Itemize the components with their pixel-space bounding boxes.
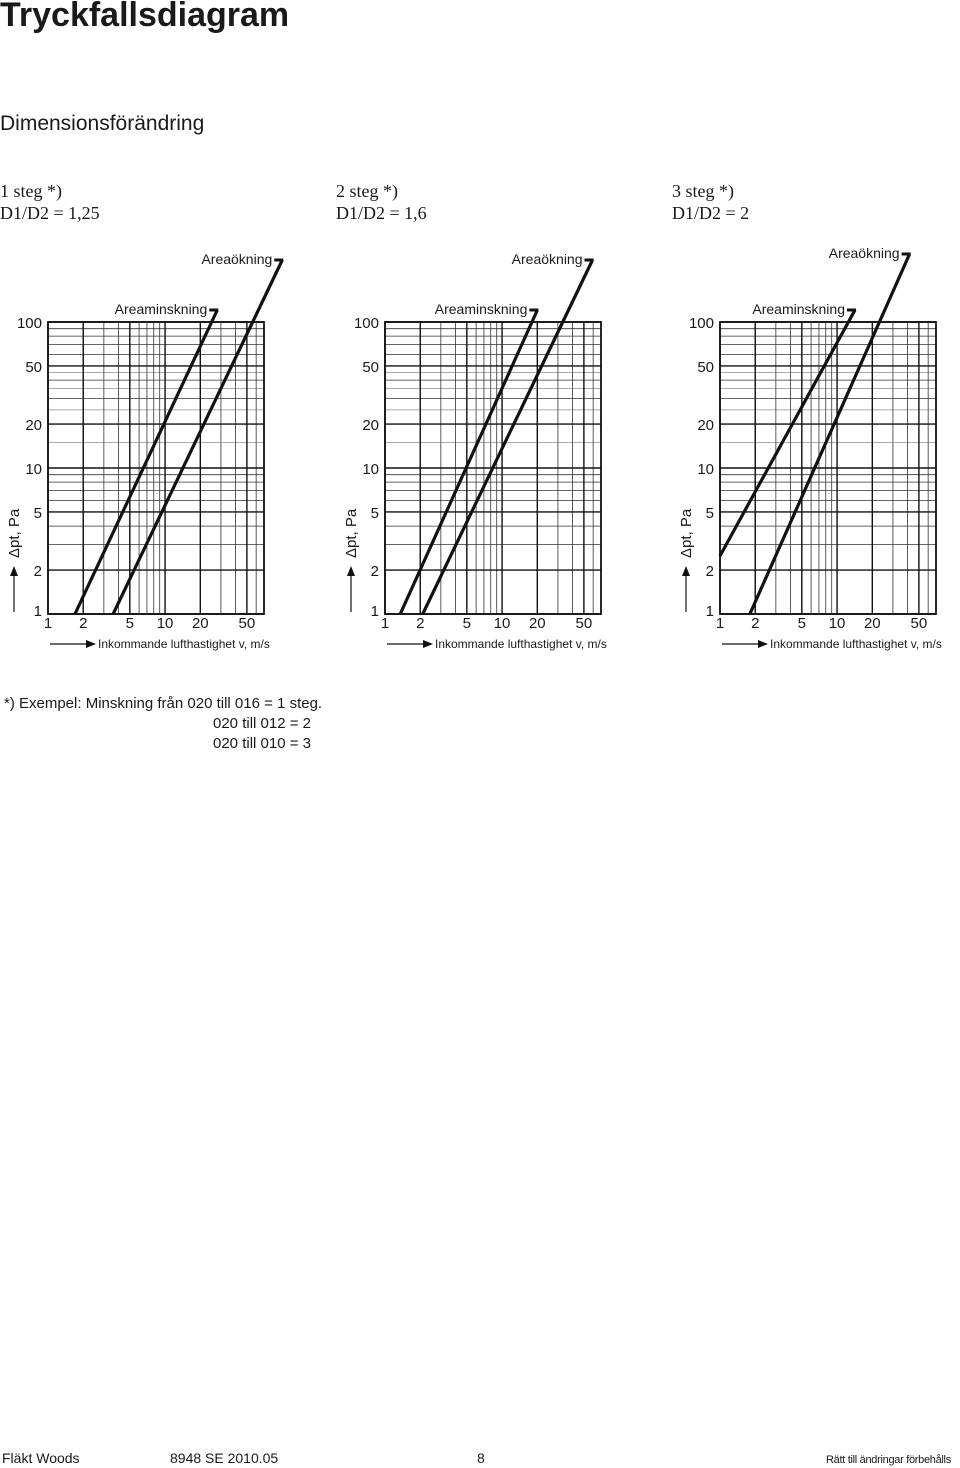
x-tick-label: 20 [528,615,546,632]
y-tick-label: 1 [370,603,379,620]
x-tick-label: 20 [863,615,881,632]
chart-1-step-label: 1 steg *) [0,181,62,201]
x-tick-label: 5 [797,615,806,632]
y-tick-label: 5 [33,504,42,522]
footer-page-number: 8 [477,1450,485,1466]
series-leader [212,310,218,322]
x-tick-label: 2 [751,615,760,632]
y-tick-label: 100 [16,315,42,332]
footer-company: Fläkt Woods [2,1450,80,1466]
x-tick-label: 2 [79,615,88,632]
series-label: Areaminskning [434,301,528,317]
series-leader [253,260,283,322]
y-tick-label: 5 [370,504,379,522]
y-axis-arrow-icon [682,566,690,576]
y-tick-label: 2 [705,563,714,581]
chart-3-ratio-label: D1/D2 = 2 [672,203,750,223]
x-axis-arrow-icon [423,640,433,648]
x-axis-arrow-icon [758,640,768,648]
x-tick-label: 10 [493,615,511,632]
x-tick-label: 50 [575,615,593,632]
y-tick-label: 2 [33,563,42,581]
x-axis-label: Inkommande lufthastighet v, m/s [98,637,270,651]
y-tick-label: 5 [705,504,714,522]
x-axis-label: Inkommande lufthastighet v, m/s [770,637,942,651]
chart-3 [678,245,942,651]
footnote-line-2: 020 till 012 = 2 [213,715,311,732]
y-tick-label: 1 [33,603,42,620]
x-tick-label: 10 [156,615,174,632]
x-tick-label: 20 [191,615,209,632]
x-tick-label: 2 [416,615,425,632]
y-tick-label: 50 [362,358,379,376]
series-leader [848,310,855,322]
page-title: Tryckfallsdiagram [0,0,290,34]
pressure-drop-charts [0,0,960,700]
chart-2-step-label: 2 steg *) [336,181,398,201]
y-axis-arrow-icon [10,566,18,576]
y-tick-label: 100 [353,315,379,332]
y-tick-label: 2 [370,563,379,581]
y-axis-arrow-icon [347,566,355,576]
y-tick-label: 20 [362,417,379,435]
series-leader [532,310,537,322]
series-label: Areaminskning [752,301,845,317]
chart-1-ratio-label: D1/D2 = 1,25 [0,203,100,223]
x-tick-label: 1 [715,615,725,632]
page-subtitle: Dimensionsförändring [0,112,205,135]
y-tick-label: 50 [25,358,42,376]
series-leader [879,254,909,322]
y-tick-label: 20 [697,417,714,435]
y-tick-label: 20 [25,417,42,435]
chart-2-ratio-label: D1/D2 = 1,6 [336,203,427,223]
footnote-line-3: 020 till 010 = 3 [213,735,311,752]
x-tick-label: 50 [238,615,256,632]
chart-3-step-label: 3 steg *) [672,181,734,201]
y-tick-label: 50 [697,358,714,376]
series-label: Areaökning [828,245,900,261]
y-axis-label: Δpt, Pa [678,508,695,558]
y-tick-label: 10 [697,461,714,478]
y-tick-label: 100 [688,315,714,332]
x-tick-label: 50 [910,615,928,632]
series-label: Areaökning [511,251,583,267]
y-tick-label: 1 [705,603,714,620]
series-leader [563,260,593,322]
footnote-line-1: *) Exempel: Minskning från 020 till 016 = 1 steg. [4,695,323,712]
footer-doc-ref: 8948 SE 2010.05 [170,1450,279,1466]
y-tick-label: 10 [25,461,42,478]
series-label: Areaminskning [114,301,208,317]
x-tick-label: 5 [462,615,471,632]
footer-disclaimer: Rätt till ändringar förbehålls [826,1454,951,1466]
x-axis-arrow-icon [86,640,96,648]
x-tick-label: 10 [828,615,846,632]
x-tick-label: 5 [125,615,134,632]
y-axis-label: Δpt, Pa [6,508,23,558]
x-tick-label: 1 [43,615,53,632]
y-axis-label: Δpt, Pa [343,508,360,558]
chart-2 [343,251,607,651]
chart-1 [6,251,283,651]
y-tick-label: 10 [362,461,379,478]
series-label: Areaökning [201,251,273,267]
x-tick-label: 1 [380,615,390,632]
x-axis-label: Inkommande lufthastighet v, m/s [435,637,607,651]
